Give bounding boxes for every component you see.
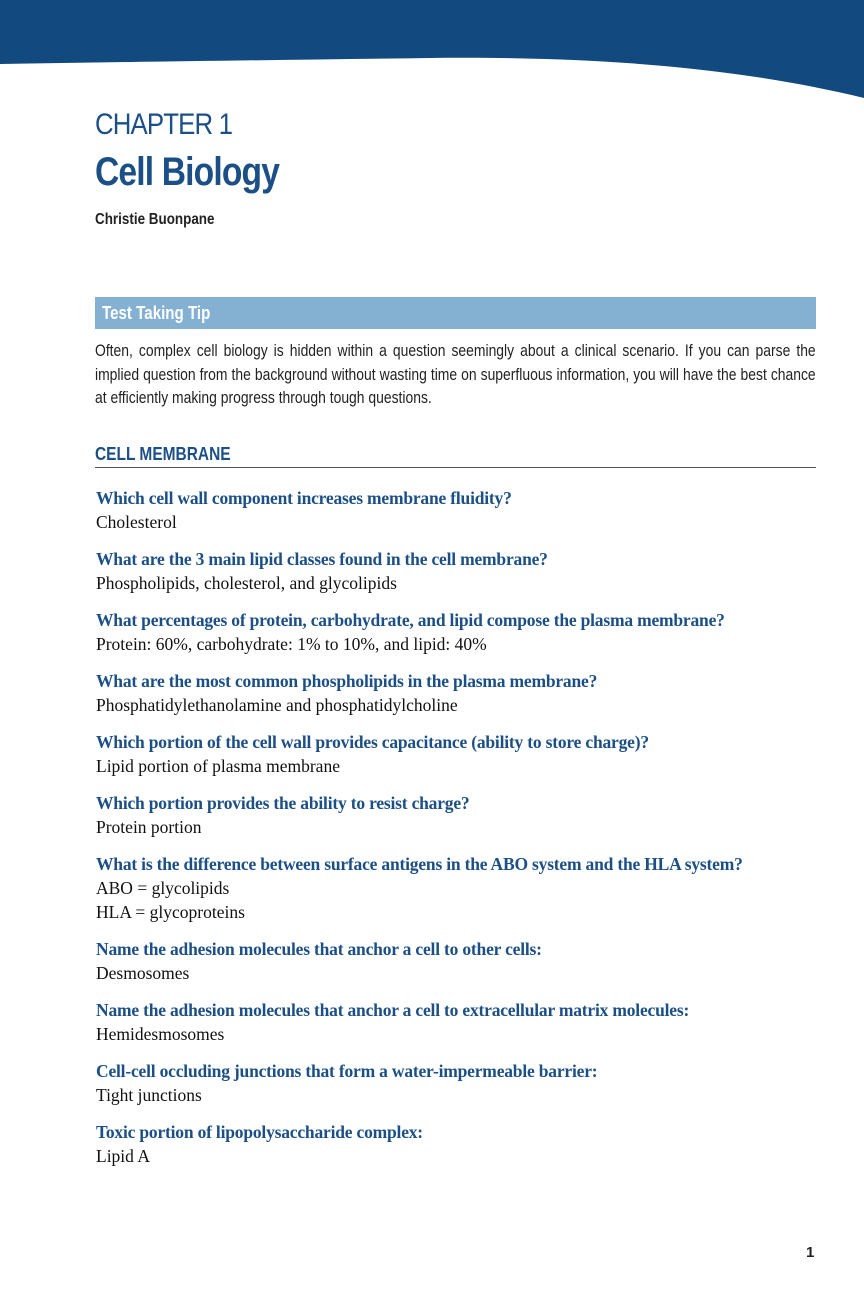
chapter-title: Cell Biology xyxy=(95,150,280,194)
question: Name the adhesion molecules that anchor a cell to other cells: xyxy=(96,939,542,959)
section-heading-label: CELL MEMBRANE xyxy=(95,444,231,464)
qa-item xyxy=(96,730,826,778)
question: What are the most common phospholipids in the plasma membrane? xyxy=(96,671,598,691)
author-name: Christie Buonpane xyxy=(95,211,215,228)
answer: Tight junctions xyxy=(96,1085,202,1105)
question: What are the 3 main lipid classes found in the cell membrane? xyxy=(96,549,548,569)
answer: Lipid A xyxy=(96,1146,150,1166)
qa-item xyxy=(96,998,826,1046)
qa-item xyxy=(96,1059,826,1107)
qa-item xyxy=(96,791,826,839)
answer: Cholesterol xyxy=(96,512,177,532)
page-number: 1 xyxy=(806,1244,815,1261)
test-taking-tip-box xyxy=(95,297,816,410)
tip-heading-label: Test Taking Tip xyxy=(102,303,211,323)
qa-list xyxy=(96,486,826,1181)
qa-item xyxy=(96,937,826,985)
answer: Protein portion xyxy=(96,817,202,837)
qa-item xyxy=(96,608,826,656)
qa-item xyxy=(96,669,826,717)
answer: Desmosomes xyxy=(96,963,190,983)
question: Which cell wall component increases membrane fluidity? xyxy=(96,488,512,508)
question: Which portion of the cell wall provides capacitance (ability to store charge)? xyxy=(96,732,649,752)
qa-item xyxy=(96,852,826,924)
answer: Lipid portion of plasma membrane xyxy=(96,756,340,776)
question: Name the adhesion molecules that anchor a cell to extracellular matrix molecules: xyxy=(96,1000,690,1020)
answer: Protein: 60%, carbohydrate: 1% to 10%, and lipid: 40% xyxy=(96,634,487,654)
qa-item xyxy=(96,547,826,595)
qa-item xyxy=(96,1120,826,1168)
question: Which portion provides the ability to resist charge? xyxy=(96,793,470,813)
header-band xyxy=(0,0,864,110)
answer: Hemidesmosomes xyxy=(96,1024,225,1044)
qa-item xyxy=(96,486,826,534)
section-heading xyxy=(95,443,816,468)
answer: ABO = glycolipids xyxy=(96,878,230,898)
question: What percentages of protein, carbohydrate, and lipid compose the plasma membrane? xyxy=(96,610,725,630)
question: What is the difference between surface antigens in the ABO system and the HLA system? xyxy=(96,854,743,874)
tip-text: Often, complex cell biology is hidden within a question seemingly about a clinical scenario. If you can parse the implied question from the background without wasting time on superfluous information, you will have the best chance at efficiently making progress through tough questions. xyxy=(95,341,816,407)
chapter-label: CHAPTER 1 xyxy=(95,108,233,141)
question: Cell-cell occluding junctions that form a water-impermeable barrier: xyxy=(96,1061,598,1081)
question: Toxic portion of lipopolysaccharide complex: xyxy=(96,1122,423,1142)
answer: Phospholipids, cholesterol, and glycolipids xyxy=(96,573,397,593)
answer: Phosphatidylethanolamine and phosphatidylcholine xyxy=(96,695,458,715)
answer: HLA = glycoproteins xyxy=(96,902,245,922)
tip-heading xyxy=(95,297,816,329)
